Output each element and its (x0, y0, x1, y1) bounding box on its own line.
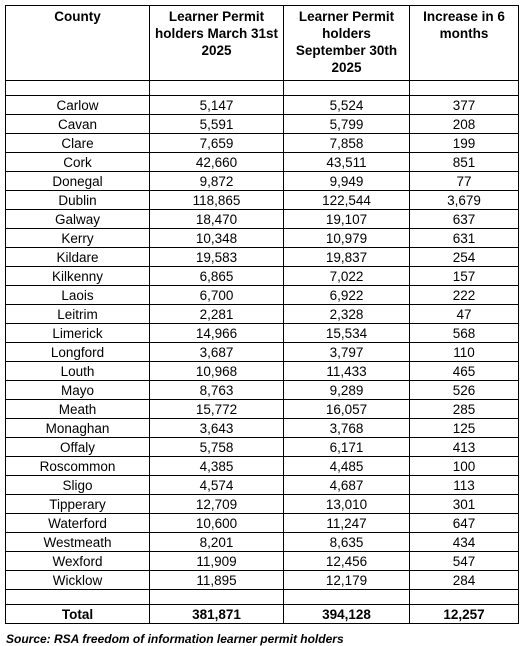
increase-6-months: 254 (410, 248, 519, 267)
table-row (6, 400, 519, 419)
permits-march-2025: 3,687 (150, 343, 284, 362)
permits-march-2025: 4,574 (150, 476, 284, 495)
county-name: Tipperary (6, 495, 150, 514)
permits-september-2025: 7,858 (284, 134, 410, 153)
county-name: Roscommon (6, 457, 150, 476)
header-march-2025: Learner Permit holders March 31st 2025 (150, 6, 284, 81)
county-name: Limerick (6, 324, 150, 343)
permits-march-2025: 2,281 (150, 305, 284, 324)
county-name: Kildare (6, 248, 150, 267)
table-row (6, 210, 519, 229)
permits-march-2025: 11,895 (150, 571, 284, 590)
increase-6-months: 222 (410, 286, 519, 305)
permits-september-2025: 15,534 (284, 324, 410, 343)
county-name: Kilkenny (6, 267, 150, 286)
header-county: County (6, 6, 150, 81)
increase-6-months: 413 (410, 438, 519, 457)
increase-6-months: 208 (410, 115, 519, 134)
total-september-2025: 394,128 (284, 605, 410, 624)
permits-september-2025: 4,485 (284, 457, 410, 476)
increase-6-months: 113 (410, 476, 519, 495)
county-name: Offaly (6, 438, 150, 457)
spacer-row (6, 590, 519, 605)
permits-september-2025: 122,544 (284, 191, 410, 210)
permits-september-2025: 12,179 (284, 571, 410, 590)
permits-september-2025: 8,635 (284, 533, 410, 552)
increase-6-months: 851 (410, 153, 519, 172)
table-row (6, 286, 519, 305)
permits-march-2025: 7,659 (150, 134, 284, 153)
county-name: Wicklow (6, 571, 150, 590)
permits-september-2025: 7,022 (284, 267, 410, 286)
permits-september-2025: 3,768 (284, 419, 410, 438)
permits-march-2025: 8,763 (150, 381, 284, 400)
learner-permit-table (5, 5, 519, 624)
county-name: Meath (6, 400, 150, 419)
county-name: Longford (6, 343, 150, 362)
permits-march-2025: 4,385 (150, 457, 284, 476)
table-row (6, 324, 519, 343)
county-name: Leitrim (6, 305, 150, 324)
increase-6-months: 631 (410, 229, 519, 248)
increase-6-months: 47 (410, 305, 519, 324)
permits-march-2025: 10,968 (150, 362, 284, 381)
table-row (6, 495, 519, 514)
county-name: Laois (6, 286, 150, 305)
permits-september-2025: 5,799 (284, 115, 410, 134)
table-row (6, 362, 519, 381)
permits-march-2025: 6,700 (150, 286, 284, 305)
county-name: Sligo (6, 476, 150, 495)
permits-march-2025: 42,660 (150, 153, 284, 172)
permits-march-2025: 11,909 (150, 552, 284, 571)
increase-6-months: 284 (410, 571, 519, 590)
table-row (6, 476, 519, 495)
header-september-2025: Learner Permit holders September 30th 2025 (284, 6, 410, 81)
header-increase: Increase in 6 months (410, 6, 519, 81)
header-row (6, 6, 519, 81)
permits-september-2025: 43,511 (284, 153, 410, 172)
table-row (6, 533, 519, 552)
increase-6-months: 377 (410, 96, 519, 115)
increase-6-months: 100 (410, 457, 519, 476)
permits-september-2025: 9,289 (284, 381, 410, 400)
table-row (6, 571, 519, 590)
permits-march-2025: 9,872 (150, 172, 284, 191)
table-row (6, 419, 519, 438)
permits-september-2025: 12,456 (284, 552, 410, 571)
permits-march-2025: 12,709 (150, 495, 284, 514)
county-name: Kerry (6, 229, 150, 248)
county-name: Waterford (6, 514, 150, 533)
permits-september-2025: 19,107 (284, 210, 410, 229)
permits-september-2025: 13,010 (284, 495, 410, 514)
table-row (6, 343, 519, 362)
permits-september-2025: 3,797 (284, 343, 410, 362)
county-name: Carlow (6, 96, 150, 115)
table-row (6, 229, 519, 248)
permits-march-2025: 8,201 (150, 533, 284, 552)
permits-september-2025: 16,057 (284, 400, 410, 419)
permits-september-2025: 9,949 (284, 172, 410, 191)
table-row (6, 438, 519, 457)
table-row (6, 552, 519, 571)
permits-march-2025: 18,470 (150, 210, 284, 229)
source-footnote: Source: RSA freedom of information learner permit holders (6, 632, 344, 646)
permits-march-2025: 19,583 (150, 248, 284, 267)
increase-6-months: 77 (410, 172, 519, 191)
increase-6-months: 110 (410, 343, 519, 362)
county-name: Dublin (6, 191, 150, 210)
spacer-row (6, 81, 519, 96)
increase-6-months: 199 (410, 134, 519, 153)
table-row (6, 191, 519, 210)
table-row (6, 305, 519, 324)
increase-6-months: 434 (410, 533, 519, 552)
permits-september-2025: 5,524 (284, 96, 410, 115)
permits-march-2025: 10,600 (150, 514, 284, 533)
table-row (6, 134, 519, 153)
total-label: Total (6, 605, 150, 624)
table-row (6, 457, 519, 476)
county-name: Louth (6, 362, 150, 381)
increase-6-months: 301 (410, 495, 519, 514)
permits-september-2025: 6,171 (284, 438, 410, 457)
county-name: Galway (6, 210, 150, 229)
increase-6-months: 647 (410, 514, 519, 533)
permits-september-2025: 11,433 (284, 362, 410, 381)
permits-march-2025: 5,591 (150, 115, 284, 134)
county-name: Clare (6, 134, 150, 153)
increase-6-months: 285 (410, 400, 519, 419)
permits-march-2025: 3,643 (150, 419, 284, 438)
increase-6-months: 3,679 (410, 191, 519, 210)
permits-march-2025: 10,348 (150, 229, 284, 248)
table-row (6, 267, 519, 286)
table-row (6, 381, 519, 400)
county-name: Monaghan (6, 419, 150, 438)
permits-september-2025: 4,687 (284, 476, 410, 495)
table-row (6, 115, 519, 134)
total-increase: 12,257 (410, 605, 519, 624)
total-row (6, 605, 519, 624)
county-name: Donegal (6, 172, 150, 191)
table-row (6, 153, 519, 172)
increase-6-months: 125 (410, 419, 519, 438)
county-name: Westmeath (6, 533, 150, 552)
permits-march-2025: 5,758 (150, 438, 284, 457)
county-name: Wexford (6, 552, 150, 571)
permits-march-2025: 6,865 (150, 267, 284, 286)
county-name: Mayo (6, 381, 150, 400)
increase-6-months: 465 (410, 362, 519, 381)
permits-march-2025: 118,865 (150, 191, 284, 210)
permits-september-2025: 11,247 (284, 514, 410, 533)
table-row (6, 514, 519, 533)
permits-march-2025: 14,966 (150, 324, 284, 343)
permits-september-2025: 6,922 (284, 286, 410, 305)
table-row (6, 248, 519, 267)
county-name: Cork (6, 153, 150, 172)
increase-6-months: 526 (410, 381, 519, 400)
total-march-2025: 381,871 (150, 605, 284, 624)
permits-september-2025: 2,328 (284, 305, 410, 324)
increase-6-months: 637 (410, 210, 519, 229)
permits-march-2025: 15,772 (150, 400, 284, 419)
increase-6-months: 157 (410, 267, 519, 286)
permits-september-2025: 10,979 (284, 229, 410, 248)
table-row (6, 172, 519, 191)
increase-6-months: 547 (410, 552, 519, 571)
table-row (6, 96, 519, 115)
permits-september-2025: 19,837 (284, 248, 410, 267)
county-name: Cavan (6, 115, 150, 134)
permits-march-2025: 5,147 (150, 96, 284, 115)
increase-6-months: 568 (410, 324, 519, 343)
